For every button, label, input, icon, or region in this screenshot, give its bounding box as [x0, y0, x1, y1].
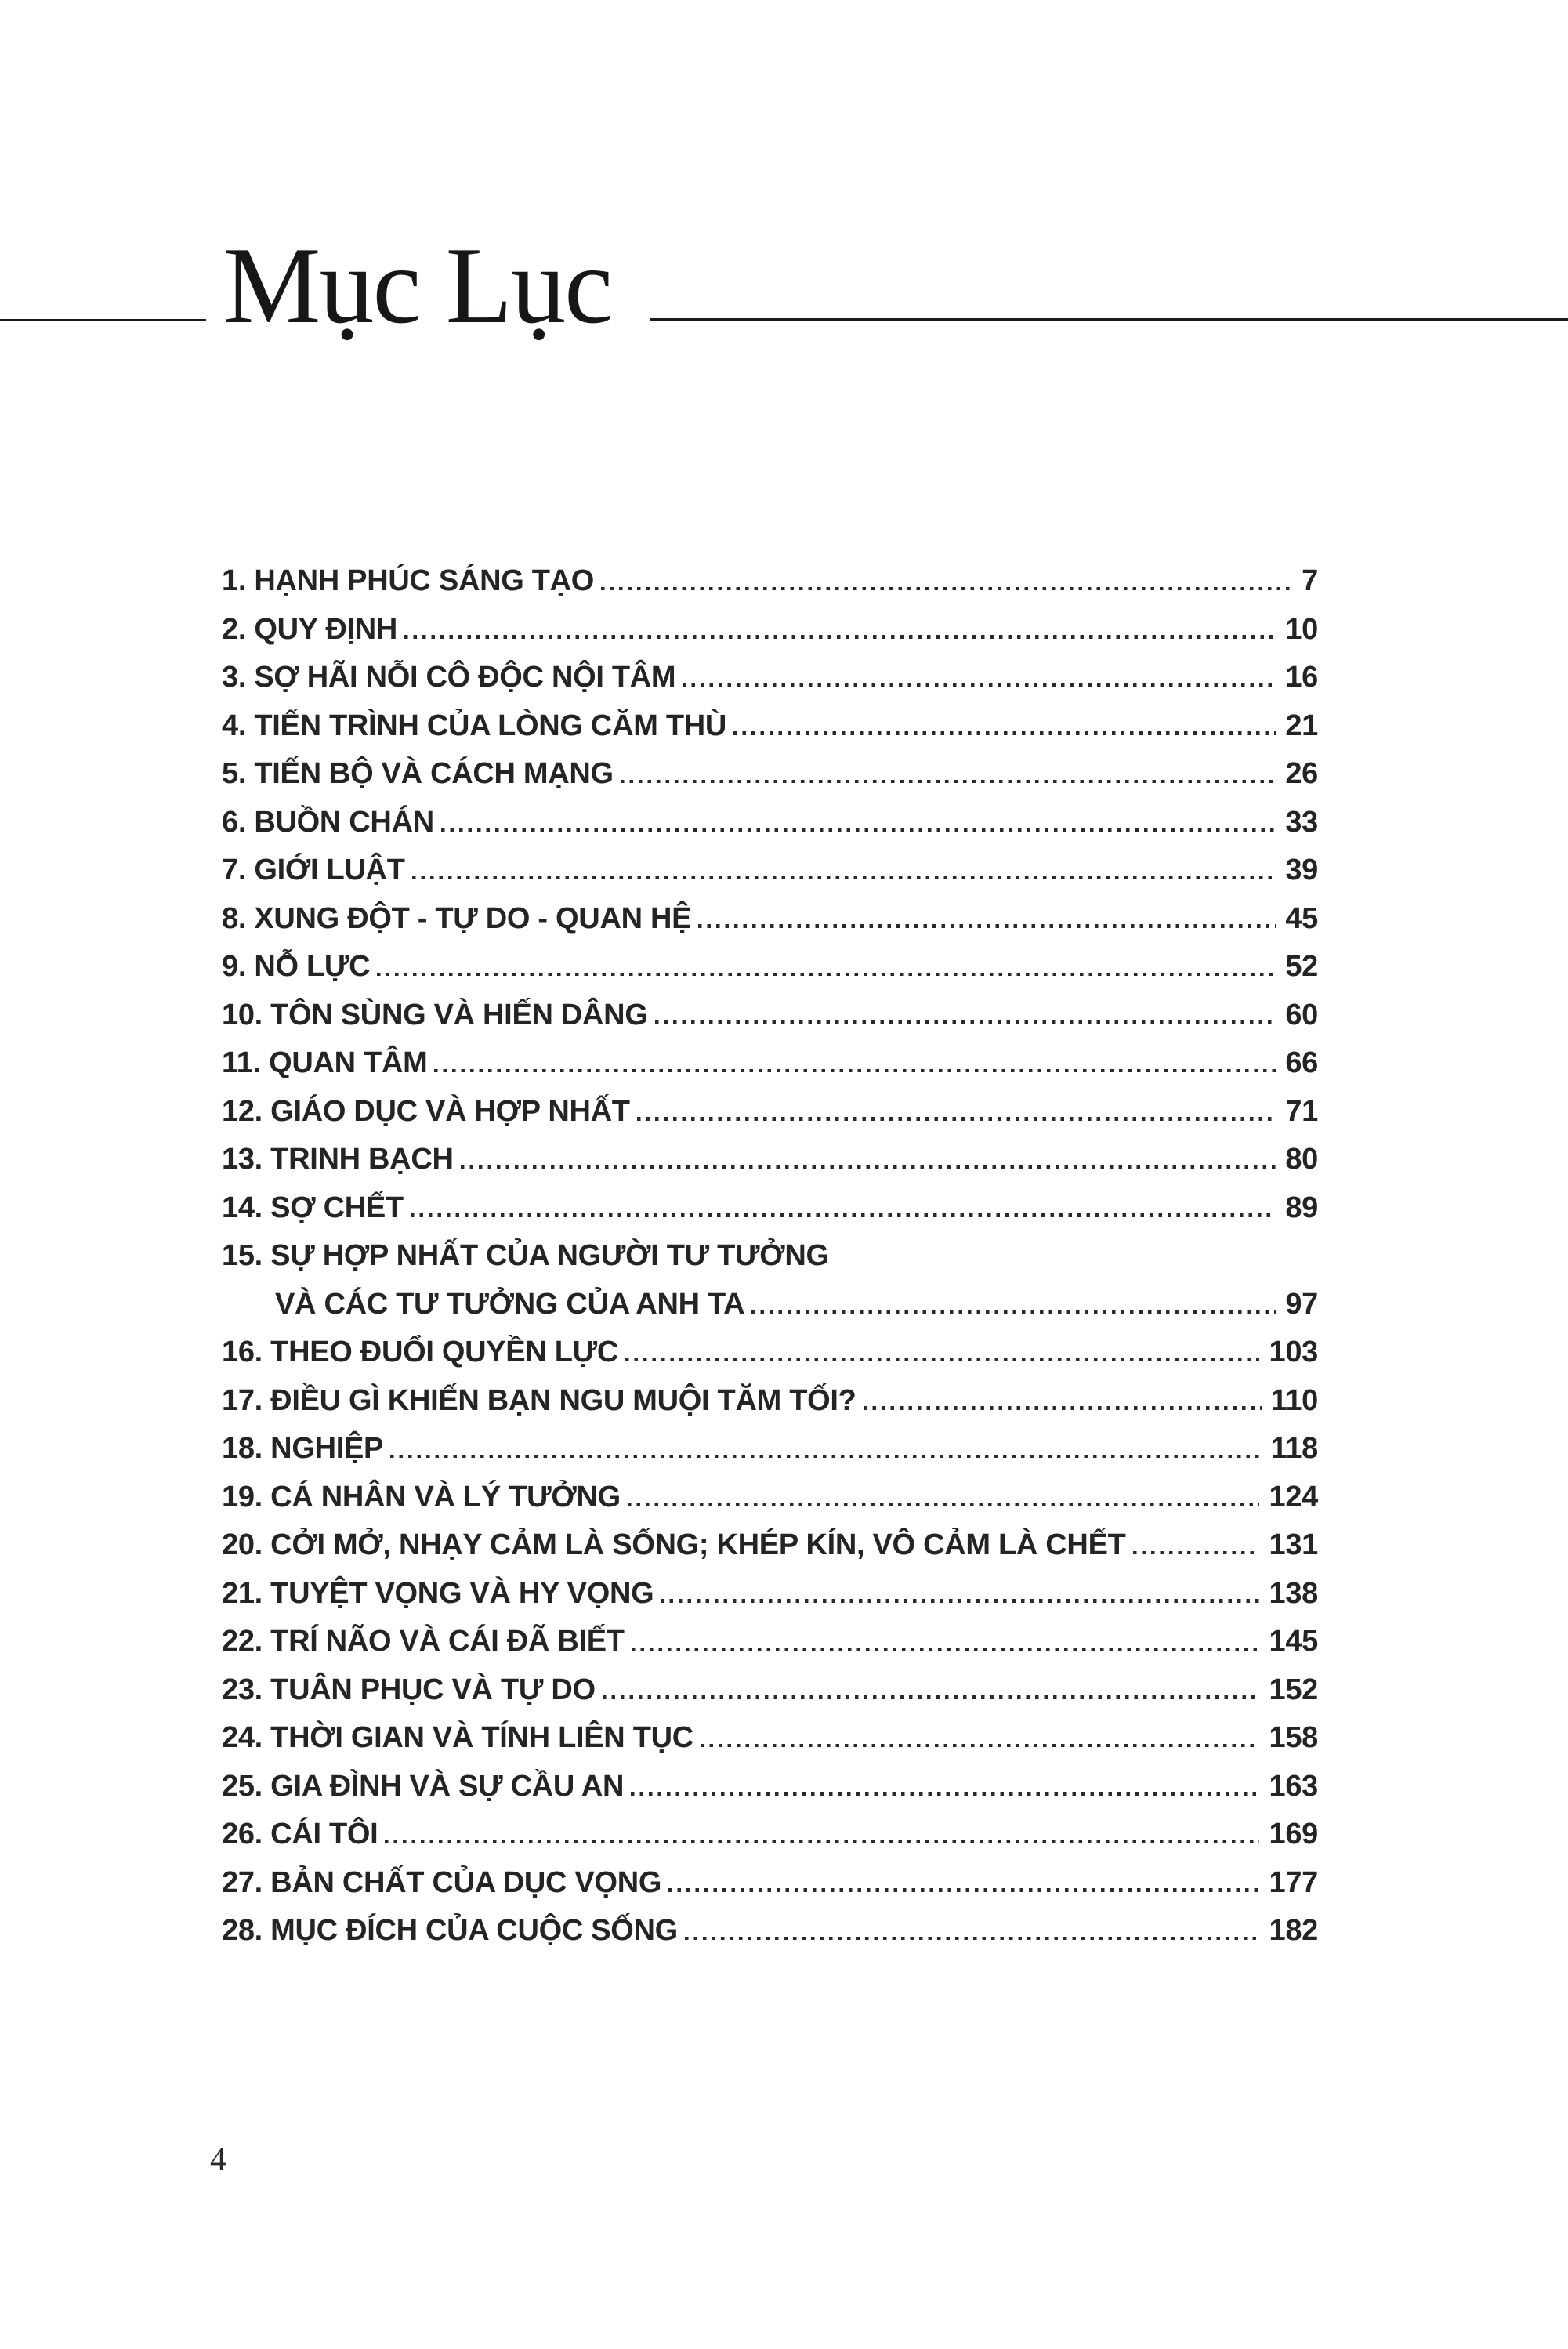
toc-entry-title: 13. TRINH BẠCH: [222, 1143, 454, 1176]
toc-entry-page-number: 145: [1269, 1625, 1318, 1658]
toc-entry-page-number: 71: [1285, 1094, 1318, 1128]
toc-entry-row: [222, 1423, 1318, 1471]
dot-leader: [1133, 1551, 1260, 1555]
toc-entry-title: 18. NGHIỆP: [222, 1432, 384, 1465]
toc-entry-row: [222, 1905, 1318, 1953]
page-title: Mục Lục: [223, 225, 612, 346]
toc-entry-row: [222, 941, 1318, 989]
toc-entry-page-number: 21: [1285, 709, 1318, 742]
toc-entry-title: 15. SỰ HỢP NHẤT CỦA NGƯỜI TƯ TƯỞNG: [222, 1239, 829, 1272]
folio-page-number: 4: [210, 2141, 226, 2177]
dot-leader: [404, 635, 1276, 639]
dot-leader: [637, 1117, 1276, 1121]
toc-entry-page-number: 7: [1302, 564, 1318, 597]
dot-leader: [698, 924, 1276, 928]
toc-entry-page-number: 26: [1285, 757, 1318, 790]
toc-entry-page-number: 103: [1269, 1336, 1318, 1368]
dot-leader: [441, 828, 1276, 832]
toc-entry-page-number: 152: [1269, 1673, 1318, 1706]
dot-leader: [434, 1069, 1276, 1073]
toc-entry-page-number: 33: [1285, 805, 1318, 839]
toc-entry-page-number: 60: [1285, 998, 1318, 1031]
toc-entry-page-number: 124: [1269, 1480, 1318, 1513]
toc-entry-row: [222, 1182, 1318, 1231]
toc-entry-title: 5. TIẾN BỘ VÀ CÁCH MẠNG: [222, 757, 614, 790]
dot-leader: [461, 1165, 1276, 1169]
toc-entry-page-number: 182: [1269, 1914, 1318, 1947]
toc-entry-title: 26. CÁI TÔI: [222, 1818, 378, 1851]
toc-entry-page-number: 177: [1269, 1865, 1318, 1899]
dot-leader: [631, 1792, 1259, 1796]
toc-entry-title: 24. THỜI GIAN VÀ TÍNH LIÊN TỤC: [222, 1721, 693, 1754]
toc-entry-row: [222, 1086, 1318, 1134]
dot-leader: [601, 587, 1292, 591]
toc-entry-row: [222, 748, 1318, 796]
toc-entry-title: 9. NỖ LỰC: [222, 950, 371, 983]
toc-entry-row: [222, 1326, 1318, 1375]
toc-entry-row: [222, 1568, 1318, 1616]
dot-leader: [625, 1358, 1259, 1362]
dot-leader: [685, 1937, 1260, 1941]
toc-entry-page-number: 39: [1285, 854, 1318, 886]
toc-entry-title: 4. TIẾN TRÌNH CỦA LÒNG CĂM THÙ: [222, 709, 727, 742]
dot-leader: [411, 1213, 1276, 1217]
toc-entry-page-number: 97: [1285, 1287, 1318, 1321]
toc-entry-title: 12. GIÁO DỤC VÀ HỢP NHẤT: [222, 1094, 630, 1128]
toc-entry-title: 28. MỤC ĐÍCH CỦA CUỘC SỐNG: [222, 1914, 678, 1947]
toc-entry-page-number: 52: [1285, 950, 1318, 983]
toc-entry-title: 8. XUNG ĐỘT - TỰ DO - QUAN HỆ: [222, 901, 692, 935]
toc-entry-page-number: 138: [1269, 1576, 1318, 1610]
toc-entry-row: [222, 1519, 1318, 1568]
dot-leader: [377, 973, 1276, 977]
toc-entry-title: 20. CỞI MỞ, NHẠY CẢM LÀ SỐNG; KHÉP KÍN, VÔ CẢM LÀ CHẾT: [222, 1528, 1126, 1561]
title-rule-right: [650, 318, 1568, 321]
toc-entry-row: [222, 1230, 1318, 1278]
toc-entry-page-number: 169: [1269, 1818, 1318, 1851]
title-band: [0, 0, 1568, 346]
toc-entry-row: [222, 604, 1318, 652]
toc-entry-row: [222, 1375, 1318, 1423]
toc-entry-title: 19. CÁ NHÂN VÀ LÝ TƯỞNG: [222, 1480, 621, 1513]
toc-entry-row: [222, 1664, 1318, 1713]
toc-entry-title: 14. SỢ CHẾT: [222, 1191, 404, 1224]
toc-entry-title: 10. TÔN SÙNG VÀ HIẾN DÂNG: [222, 998, 648, 1031]
toc-entry-title: VÀ CÁC TƯ TƯỞNG CỦA ANH TA: [275, 1287, 745, 1321]
dot-leader: [385, 1840, 1259, 1844]
toc-entry-row: [222, 651, 1318, 700]
dot-leader: [632, 1648, 1260, 1651]
toc-entry-title: 3. SỢ HÃI NỖI CÔ ĐỘC NỘI TÂM: [222, 661, 676, 694]
toc-entry-row: [222, 893, 1318, 941]
dot-leader: [668, 1888, 1259, 1892]
toc-entry-page-number: 80: [1285, 1143, 1318, 1176]
toc-entry-row: [222, 1615, 1318, 1664]
toc-entry-page-number: 45: [1285, 901, 1318, 935]
dot-leader: [733, 731, 1276, 735]
toc-entry-page-number: 10: [1285, 612, 1318, 646]
dot-leader: [412, 876, 1276, 880]
toc-entry-title: 16. THEO ĐUỔI QUYỀN LỰC: [222, 1336, 619, 1368]
toc-entry-row: [222, 989, 1318, 1038]
toc-entry-title: 7. GIỚI LUẬT: [222, 854, 405, 886]
toc-entry-row: [222, 844, 1318, 893]
dot-leader: [701, 1744, 1260, 1748]
toc-entry-page-number: 16: [1285, 661, 1318, 694]
toc-entry-row: [222, 1808, 1318, 1857]
dot-leader: [655, 1020, 1276, 1024]
toc-entry-page-number: 110: [1270, 1383, 1318, 1417]
toc-entry-title: 6. BUỒN CHÁN: [222, 805, 434, 839]
toc-entry-title: 11. QUAN TÂM: [222, 1046, 428, 1079]
toc-entry-row: [222, 1760, 1318, 1809]
dot-leader: [603, 1695, 1260, 1699]
toc-entry-page-number: 118: [1270, 1432, 1318, 1465]
toc-entry-row: [222, 1278, 1318, 1327]
toc-entry-title: 23. TUÂN PHỤC VÀ TỰ DO: [222, 1673, 596, 1706]
toc-entry-title: 21. TUYỆT VỌNG VÀ HY VỌNG: [222, 1576, 654, 1610]
toc-entry-title: 2. QUY ĐỊNH: [222, 612, 398, 646]
dot-leader: [864, 1406, 1262, 1410]
dot-leader: [390, 1455, 1262, 1459]
toc-entry-page-number: 131: [1269, 1528, 1318, 1561]
toc-entry-page-number: 163: [1269, 1769, 1318, 1803]
dot-leader: [628, 1503, 1260, 1506]
toc-entry-title: 22. TRÍ NÃO VÀ CÁI ĐÃ BIẾT: [222, 1625, 625, 1658]
dot-leader: [683, 683, 1276, 687]
toc-entry-row: [222, 1037, 1318, 1086]
title-rule-left: [0, 319, 206, 321]
toc-entry-row: [222, 555, 1318, 604]
toc-entry-page-number: 66: [1285, 1046, 1318, 1079]
dot-leader: [621, 780, 1276, 784]
toc-entry-title: 25. GIA ĐÌNH VÀ SỰ CẦU AN: [222, 1769, 625, 1803]
toc-entry-row: [222, 1133, 1318, 1182]
toc-list: [222, 555, 1318, 1953]
toc-entry-row: [222, 1712, 1318, 1760]
dot-leader: [751, 1310, 1276, 1314]
toc-entry-page-number: 89: [1285, 1191, 1318, 1224]
toc-entry-row: [222, 1857, 1318, 1905]
toc-entry-row: [222, 796, 1318, 845]
dot-leader: [661, 1599, 1259, 1603]
toc-entry-title: 27. BẢN CHẤT CỦA DỤC VỌNG: [222, 1865, 662, 1899]
toc-entry-row: [222, 700, 1318, 749]
toc-entry-page-number: 158: [1269, 1721, 1318, 1754]
toc-entry-row: [222, 1471, 1318, 1520]
toc-entry-title: 1. HẠNH PHÚC SÁNG TẠO: [222, 564, 595, 597]
toc-entry-title: 17. ĐIỀU GÌ KHIẾN BẠN NGU MUỘI TĂM TỐI?: [222, 1383, 856, 1417]
